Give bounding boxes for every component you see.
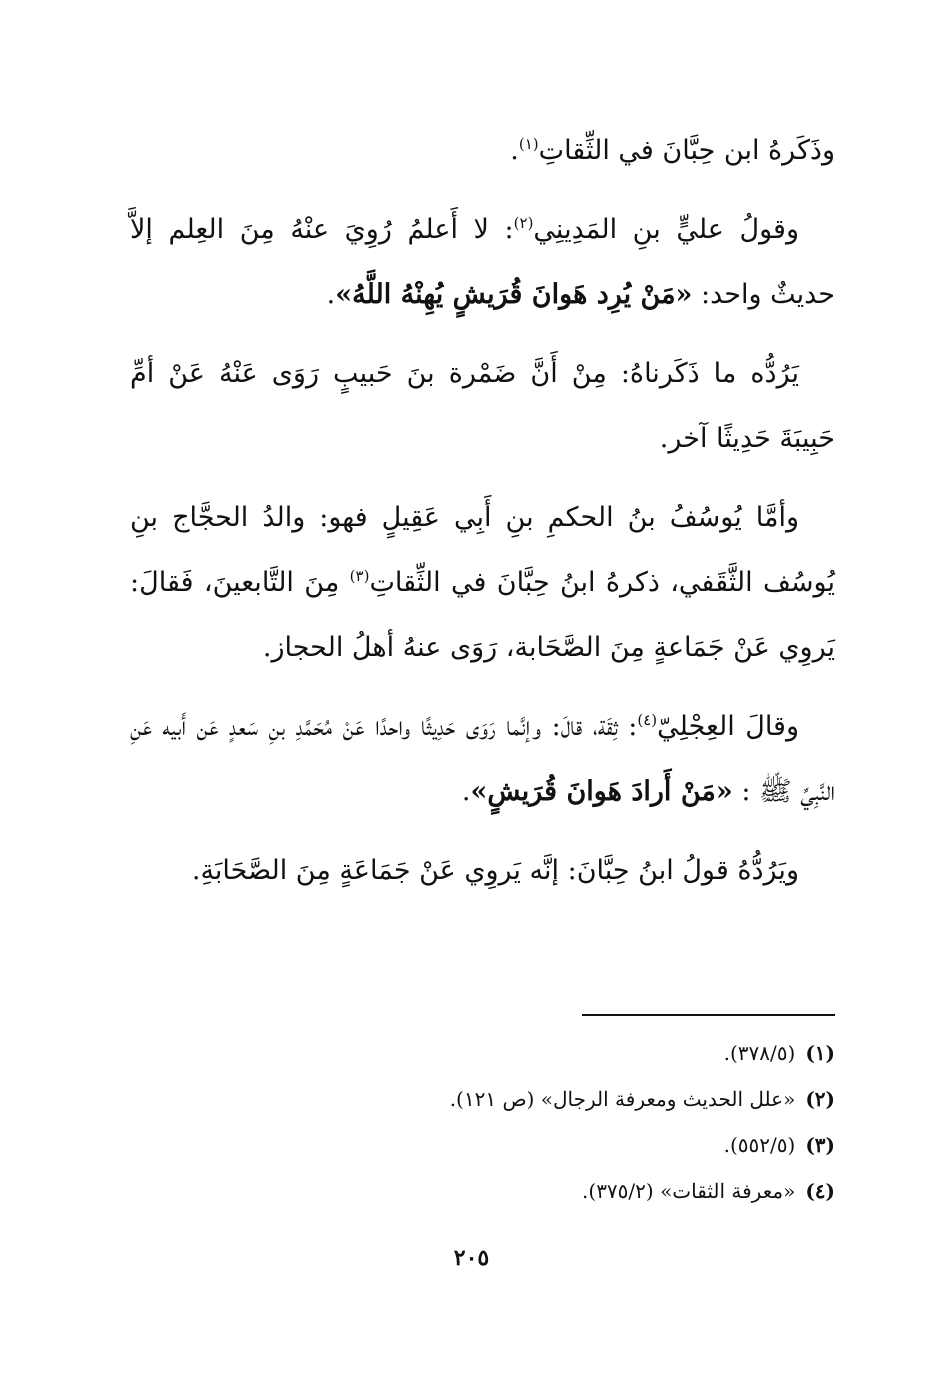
- footnote-number: (٢): [805, 1087, 835, 1111]
- footnote-1: [130, 1030, 835, 1076]
- footnote-separator: [582, 1014, 835, 1016]
- paragraph-5: [130, 694, 835, 824]
- footnote-ref-1[interactable]: (١): [518, 135, 539, 153]
- footnote-4: [130, 1168, 835, 1214]
- paragraph-3: [130, 341, 835, 471]
- footnote-2: [130, 1076, 835, 1122]
- text-run: وقولُ عليٍّ بنِ المَدِينِي: [533, 214, 799, 245]
- footnote-3: [130, 1122, 835, 1168]
- text-run: وأمَّا يُوسُفُ بنُ الحكمِ بنِ أَبِي عَقِيلٍ فهو: والدُ الحجَّاج بنِ يُوسُف الثَّقَفي، ذكرهُ ابنُ حِبَّانَ في الثِّقاتِ: [130, 502, 835, 598]
- text-run: وذَكَرهُ ابن حِبَّانَ في الثِّقاتِ: [538, 135, 835, 166]
- text-run: : لا أَعلمُ رُوِيَ عنْهُ مِنَ العِلم إلاَّ حديثٌ واحد:: [130, 214, 835, 310]
- paragraph-2: [130, 197, 835, 327]
- footnote-ref-4[interactable]: (٤): [637, 711, 658, 729]
- text-run: ويَرُدُّهُ قولُ ابنُ حِبَّانَ: إنَّه يَروِي عَنْ جَمَاعَةٍ مِنَ الصَّحَابَةِ.: [191, 855, 799, 886]
- text-run: .: [510, 135, 519, 166]
- text-run: .: [461, 776, 471, 807]
- page-number: ٢٠٥: [453, 1245, 490, 1271]
- hadith-quote: «مَنْ أَرادَ هَوانَ قُرَيشٍ»: [470, 776, 733, 807]
- footnote-text: (٣٧٨/٥).: [723, 1041, 796, 1065]
- paragraph-4: [130, 485, 835, 680]
- text-run: .: [326, 279, 336, 310]
- footnote-text: «علل الحديث ومعرفة الرجال» (ص ١٢١).: [449, 1087, 796, 1111]
- paragraph-1: [130, 118, 835, 183]
- footnote-number: (١): [805, 1041, 835, 1065]
- footnote-text: «معرفة الثقات» (٣٧٥/٢).: [582, 1179, 796, 1203]
- text-run: يَرُدُّه ما ذَكَرناهُ: مِنْ أَنَّ ضَمْرة بنَ حَبيبٍ رَوَى عَنْهُ عَنْ أمِّ حَبِيبَةَ حَدِيثًا آخر.: [130, 358, 835, 454]
- main-text: [130, 118, 835, 917]
- footnote-text: (٥٥٢/٥).: [723, 1133, 796, 1157]
- footnote-number: (٣): [805, 1133, 835, 1157]
- footnote-number: (٤): [805, 1179, 835, 1203]
- text-run: مِنَ التَّابعينَ، فَقالَ: يَروِي عَنْ جَمَاعةٍ مِنَ الصَّحَابة، رَوَى عنهُ أهلُ الحجاز.: [130, 567, 835, 663]
- text-run: وقالَ العِجْلِيّ: [657, 711, 800, 742]
- footnote-ref-2[interactable]: (٢): [513, 214, 534, 232]
- text-run: : ثِقَة، قالَ: وإنَّما رَوَى حَدِيثًا واحدًا عَنْ مُحَمَّدِ بنِ سَعدٍ عَن أَبيه عَنِ النَّبِيِّ ﷺ :: [130, 711, 835, 807]
- footnote-ref-3[interactable]: (٣): [349, 567, 370, 585]
- paragraph-6: [130, 838, 835, 903]
- footnotes: [130, 1030, 835, 1214]
- hadith-quote: «مَنْ يُرِد هَوانَ قُرَيشٍ يُهِنْهُ اللَّهُ»: [335, 279, 693, 310]
